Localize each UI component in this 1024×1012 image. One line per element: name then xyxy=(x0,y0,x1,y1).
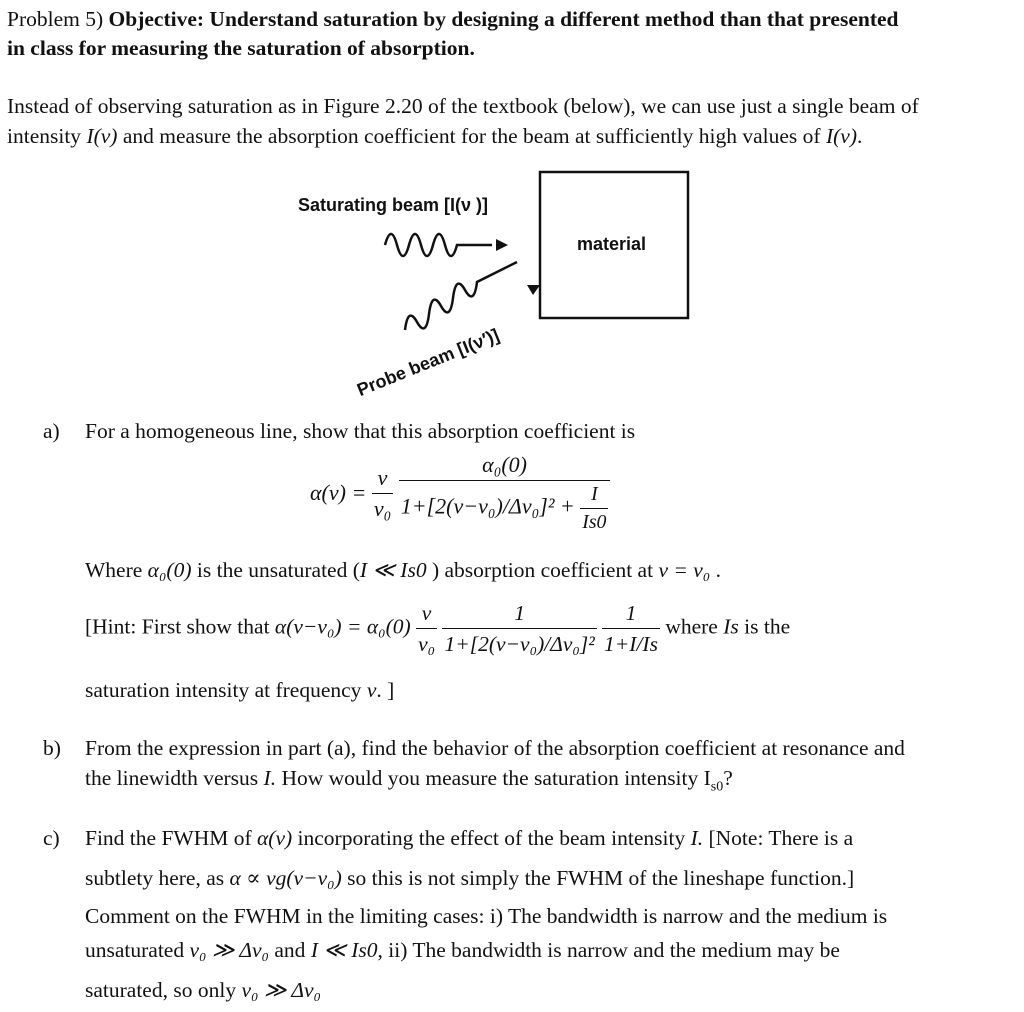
part-a-hint-line2: saturation intensity at frequency ν. ] xyxy=(85,678,395,702)
part-b-line1: From the expression in part (a), find the behavior of the absorption coefficient at resonance and xyxy=(85,736,905,760)
probe-wave xyxy=(405,262,517,330)
part-a-hint: [Hint: First show that α(ν−ν₀) = α₀(0) $\frac{\nu}{\text{ν₀}}$ $\frac{1}{\text{1+[2(ν−ν₀)/Δν₀]²}}$ $\frac{1}{1+I/Is}$ where Is is the xyxy=(85,601,791,656)
saturating-beam-label: Saturating beam [I(ν )] xyxy=(298,195,489,215)
objective-line1: Objective: Understand saturation by designing a different method than that presented xyxy=(108,7,899,31)
part-c-line4: unsaturated ν₀ ≫ Δν₀ and I ≪ Is0, ii) The bandwidth is narrow and the medium may be xyxy=(85,938,840,962)
intensity-symbol: I(ν) xyxy=(86,124,118,148)
part-c-line5: saturated, so only ν₀ ≫ Δν₀ xyxy=(85,978,321,1002)
saturation-figure xyxy=(290,160,710,400)
part-b-line2: the linewidth versus I. How would you measure the saturation intensity $I_{s0}$? xyxy=(85,766,733,795)
saturating-arrowhead xyxy=(496,239,508,251)
intro-line2: intensity I(ν) and measure the absorption coefficient for the beam at sufficiently high values of I(ν). xyxy=(7,124,863,148)
intro-line1: Instead of observing saturation as in Figure 2.20 of the textbook (below), we can use just a single beam of xyxy=(7,94,919,118)
part-b-marker: b) xyxy=(43,736,61,760)
problem-label: Problem 5) xyxy=(7,7,104,31)
part-a-marker: a) xyxy=(43,419,60,443)
part-c-line1: Find the FWHM of α(ν) incorporating the effect of the beam intensity I. [Note: There is a xyxy=(85,826,854,850)
equation-alpha: α(ν) = $\frac{\nu}{\text{ν₀}}$ α₀(0) 1+[2(ν−ν₀)/Δν₀]² + $\frac{I}{Is0}$ xyxy=(310,452,610,534)
part-c-marker: c) xyxy=(43,826,60,850)
saturating-wave xyxy=(385,234,492,256)
material-label: material xyxy=(577,234,647,254)
part-c-line2: subtlety here, as α ∝ νg(ν−ν₀) so this is not simply the FWHM of the lineshape function.] xyxy=(85,866,855,890)
part-c-line3: Comment on the FWHM in the limiting cases: i) The bandwidth is narrow and the medium is xyxy=(85,904,888,928)
part-a-where: Where α₀(0) is the unsaturated (I ≪ Is0 ) absorption coefficient at ν = ν₀ . xyxy=(85,558,722,582)
problem-heading xyxy=(7,6,898,32)
probe-beam-label: Probe beam [I(ν′)] xyxy=(354,324,502,401)
part-a-statement: For a homogeneous line, show that this absorption coefficient is xyxy=(85,419,636,443)
objective-line2: in class for measuring the saturation of absorption. xyxy=(7,36,475,60)
probe-arrowhead xyxy=(527,285,540,295)
